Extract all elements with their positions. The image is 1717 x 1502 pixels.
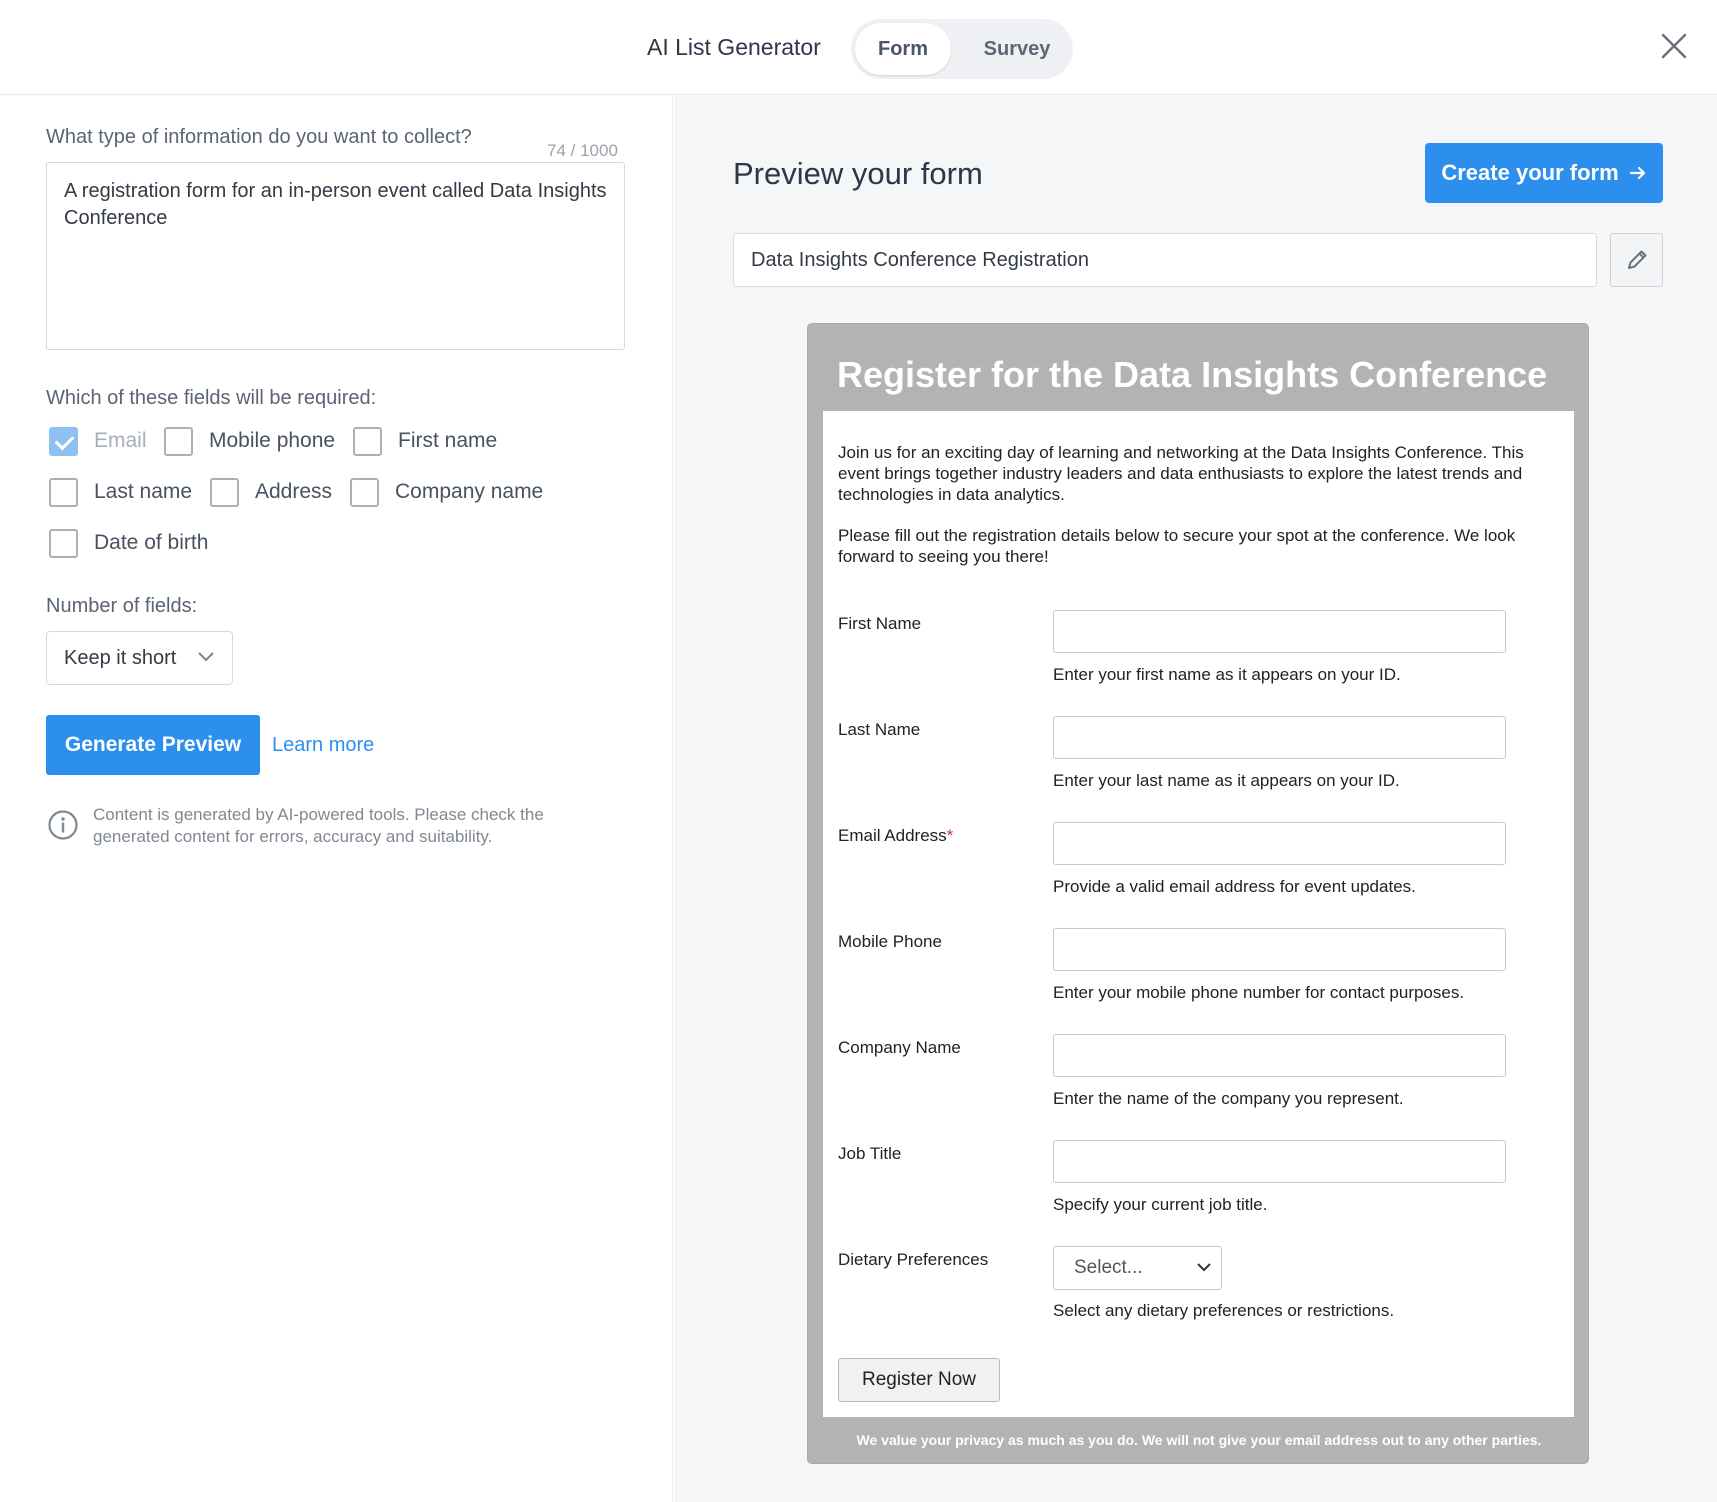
header-bar	[0, 0, 1717, 95]
input-first-name[interactable]	[1053, 610, 1506, 653]
number-of-fields-label: Number of fields:	[46, 595, 198, 617]
edit-name-button[interactable]	[1610, 233, 1663, 287]
select-value: Keep it short	[64, 646, 177, 669]
input-last-name[interactable]	[1053, 716, 1506, 759]
checkbox-date-of-birth[interactable]	[49, 528, 208, 558]
checkbox-company-name[interactable]	[350, 477, 543, 507]
ai-disclaimer: Content is generated by AI-powered tools. Please check the generated content for errors, accuracy and suitability.	[93, 805, 544, 846]
app-title: AI List Generator	[647, 34, 821, 60]
input-company[interactable]	[1053, 1034, 1506, 1077]
input-mobile-phone[interactable]	[1053, 928, 1506, 971]
question-label: What type of information do you want to collect?	[46, 126, 472, 148]
select-dietary[interactable]	[1053, 1246, 1222, 1290]
help-last-name: Enter your last name as it appears on your ID.	[1053, 771, 1400, 790]
checkbox-label: Email	[94, 429, 147, 452]
checkbox-last-name[interactable]	[49, 477, 192, 507]
checkbox-email[interactable]	[49, 426, 147, 456]
checkbox-first-name[interactable]	[353, 426, 497, 456]
input-email[interactable]	[1053, 822, 1506, 865]
field-label-job-title: Job Title	[838, 1144, 902, 1163]
help-email: Provide a valid email address for event updates.	[1053, 877, 1416, 896]
info-icon	[47, 809, 79, 841]
checkbox-box	[350, 478, 379, 507]
help-job-title: Specify your current job title.	[1053, 1195, 1268, 1214]
checkbox-label: Date of birth	[94, 531, 209, 554]
checkbox-address[interactable]	[210, 477, 332, 507]
field-label-dietary: Dietary Preferences	[838, 1250, 989, 1269]
form-preview-frame	[807, 323, 1589, 1464]
help-first-name: Enter your first name as it appears on your ID.	[1053, 665, 1401, 684]
tab-survey[interactable]: Survey	[983, 37, 1051, 60]
checkbox-box	[353, 427, 382, 456]
privacy-notice: We value your privacy as much as you do. We will not give your email address out to any other parties.	[856, 1432, 1542, 1448]
create-form-button[interactable]	[1425, 143, 1663, 203]
generator-panel	[0, 96, 673, 1502]
checkbox-label: First name	[398, 429, 498, 452]
required-asterisk: *	[946, 826, 954, 845]
close-icon[interactable]	[1659, 31, 1689, 61]
tab-form[interactable]: Form	[855, 23, 951, 75]
create-form-label: Create your form	[1441, 160, 1619, 185]
form-intro-text: Join us for an exciting day of learning and networking at the Data Insights Conference. This event brings together industry leaders and data enthusiasts to explore the latest trends and technologies in data analytics.	[838, 443, 1524, 504]
field-label-last-name: Last Name	[838, 720, 921, 739]
form-survey-toggle	[851, 19, 1073, 79]
input-job-title[interactable]	[1053, 1140, 1506, 1183]
chevron-down-icon	[1197, 1262, 1211, 1272]
arrow-right-icon	[1629, 164, 1647, 182]
form-name-input[interactable]: Data Insights Conference Registration	[733, 233, 1597, 287]
pencil-icon	[1624, 247, 1650, 273]
form-preview-title: Register for the Data Insights Conference	[837, 354, 1548, 395]
checkbox-label: Company name	[395, 480, 544, 503]
field-label-first-name: First Name	[838, 614, 922, 633]
checkbox-label: Mobile phone	[209, 429, 336, 452]
checkbox-box	[49, 529, 78, 558]
chevron-down-icon	[197, 651, 215, 663]
checkbox-checked-icon	[49, 427, 78, 456]
form-intro-text-2: Please fill out the registration details below to secure your spot at the conference. We look forward to seeing you there!	[838, 526, 1516, 566]
checkbox-label: Last name	[94, 480, 193, 503]
number-of-fields-select[interactable]	[46, 631, 233, 685]
field-label-email	[838, 826, 953, 846]
checkbox-box	[49, 478, 78, 507]
learn-more-link[interactable]: Learn more	[272, 734, 375, 756]
generate-preview-button[interactable]: Generate Preview	[46, 715, 260, 775]
preview-panel	[674, 96, 1717, 1502]
form-preview-body	[823, 411, 1574, 1417]
field-label-mobile-phone: Mobile Phone	[838, 932, 942, 951]
checkbox-box	[210, 478, 239, 507]
preview-title: Preview your form	[733, 156, 983, 191]
checkbox-mobile-phone[interactable]	[164, 426, 335, 456]
help-company: Enter the name of the company you represent.	[1053, 1089, 1404, 1108]
select-dietary-value: Select...	[1074, 1257, 1143, 1278]
help-mobile-phone: Enter your mobile phone number for contact purposes.	[1053, 983, 1465, 1002]
prompt-textarea[interactable]: A registration form for an in-person event called Data Insights Conference	[46, 162, 625, 350]
checkbox-box	[164, 427, 193, 456]
field-label-text: Email Address	[838, 826, 947, 845]
help-dietary: Select any dietary preferences or restrictions.	[1053, 1301, 1395, 1320]
register-now-button[interactable]: Register Now	[838, 1358, 1000, 1402]
required-fields-label: Which of these fields will be required:	[46, 387, 377, 409]
char-count: 74 / 1000	[547, 141, 618, 160]
checkbox-label: Address	[255, 480, 333, 503]
field-label-company: Company Name	[838, 1038, 961, 1057]
